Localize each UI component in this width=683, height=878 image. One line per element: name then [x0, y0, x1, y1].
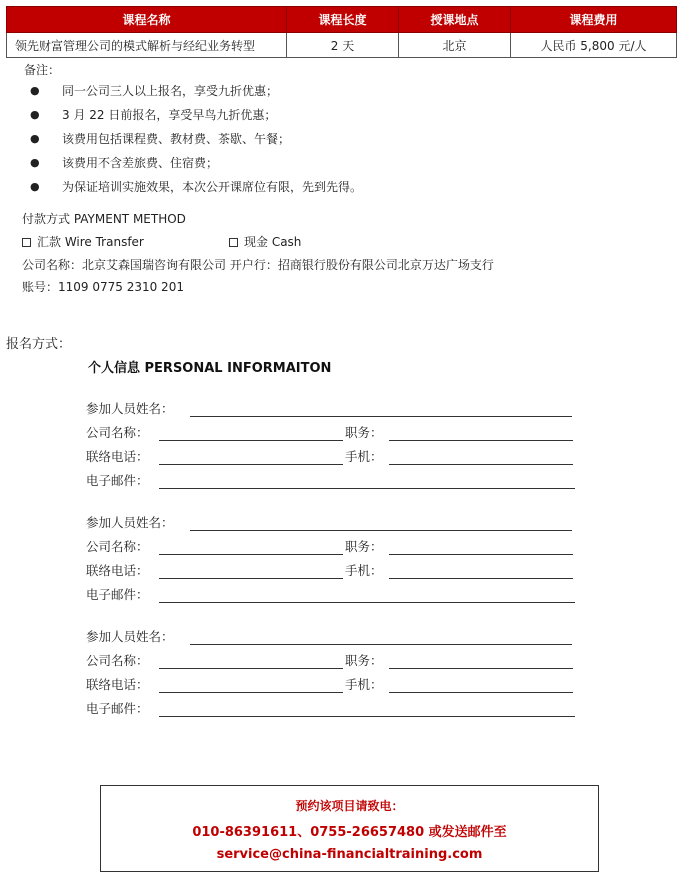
mobile-field[interactable]	[389, 464, 573, 465]
phone-field[interactable]	[159, 464, 343, 465]
contact-email-link[interactable]: service@china-financialtraining.com	[216, 847, 483, 862]
company-field[interactable]	[159, 440, 343, 441]
payment-company-info: 公司名称：北京艾森国瑞咨询有限公司 开户行：招商银行股份有限公司北京万达广场支行	[22, 258, 494, 272]
bullet-icon: ●	[30, 108, 40, 121]
name-label: 参加人员姓名：	[86, 515, 174, 530]
email-field[interactable]	[159, 602, 575, 603]
list-item: ● 该费用包括课程费、教材费、茶歇、午餐；	[30, 130, 362, 154]
position-field[interactable]	[389, 554, 573, 555]
name-field[interactable]	[190, 644, 572, 645]
cell-course-name: 领先财富管理公司的模式解析与经纪业务转型	[7, 33, 287, 58]
mobile-label: 手机：	[345, 677, 383, 692]
mobile-field[interactable]	[389, 578, 573, 579]
email-field[interactable]	[159, 716, 575, 717]
cell-location: 北京	[399, 33, 511, 58]
header-course-length: 课程长度	[287, 7, 399, 33]
contact-box	[100, 785, 599, 872]
email-field[interactable]	[159, 488, 575, 489]
name-field[interactable]	[190, 530, 572, 531]
position-label: 职务：	[345, 539, 383, 554]
list-item: ● 3 月 22 日前报名，享受早鸟九折优惠；	[30, 106, 362, 130]
phone-field[interactable]	[159, 578, 343, 579]
checkbox-icon[interactable]	[229, 238, 238, 247]
company-label: 公司名称：	[86, 425, 149, 440]
list-item: ● 同一公司三人以上报名，享受九折优惠；	[30, 82, 362, 106]
name-label: 参加人员姓名：	[86, 401, 174, 416]
bullet-icon: ●	[30, 84, 40, 97]
mobile-label: 手机：	[345, 563, 383, 578]
phone-label: 联络电话：	[86, 563, 149, 578]
mobile-label: 手机：	[345, 449, 383, 464]
company-label: 公司名称：	[86, 653, 149, 668]
notes-list	[30, 82, 362, 202]
checkbox-icon[interactable]	[22, 238, 31, 247]
course-table	[6, 6, 677, 58]
position-field[interactable]	[389, 440, 573, 441]
payment-option-cash[interactable]: 现金 Cash	[229, 233, 301, 250]
name-field[interactable]	[190, 416, 572, 417]
phone-field[interactable]	[159, 692, 343, 693]
name-label: 参加人员姓名：	[86, 629, 174, 644]
payment-account: 账号：1109 0775 2310 201	[22, 280, 184, 294]
phone-label: 联络电话：	[86, 449, 149, 464]
mobile-field[interactable]	[389, 692, 573, 693]
bullet-icon: ●	[30, 180, 40, 193]
table-row	[7, 33, 677, 58]
course-table-header	[7, 7, 677, 33]
email-label: 电子邮件：	[86, 473, 149, 488]
bullet-icon: ●	[30, 132, 40, 145]
list-item: ● 该费用不含差旅费、住宿费；	[30, 154, 362, 178]
company-field[interactable]	[159, 668, 343, 669]
contact-prompt: 预约该项目请致电：	[295, 799, 404, 813]
position-label: 职务：	[345, 425, 383, 440]
email-label: 电子邮件：	[86, 587, 149, 602]
cell-fee: 人民币 5,800 元/人	[511, 33, 677, 58]
list-item: ● 为保证培训实施效果，本次公开课席位有限，先到先得。	[30, 178, 362, 202]
phone-label: 联络电话：	[86, 677, 149, 692]
cell-course-length: 2 天	[287, 33, 399, 58]
personal-info-title: 个人信息 PERSONAL INFORMAITON	[88, 361, 332, 376]
company-field[interactable]	[159, 554, 343, 555]
email-label: 电子邮件：	[86, 701, 149, 716]
header-location: 授课地点	[399, 7, 511, 33]
contact-phones[interactable]: 010-86391611、0755-26657480 或发送邮件至	[192, 825, 507, 840]
payment-option-transfer[interactable]: 汇款 Wire Transfer	[22, 233, 144, 250]
position-label: 职务：	[345, 653, 383, 668]
position-field[interactable]	[389, 668, 573, 669]
company-label: 公司名称：	[86, 539, 149, 554]
payment-title: 付款方式 PAYMENT METHOD	[22, 212, 186, 226]
registration-title: 报名方式：	[6, 337, 72, 352]
header-course-name: 课程名称	[7, 7, 287, 33]
header-fee: 课程费用	[511, 7, 677, 33]
notes-title: 备注：	[24, 63, 61, 77]
bullet-icon: ●	[30, 156, 40, 169]
